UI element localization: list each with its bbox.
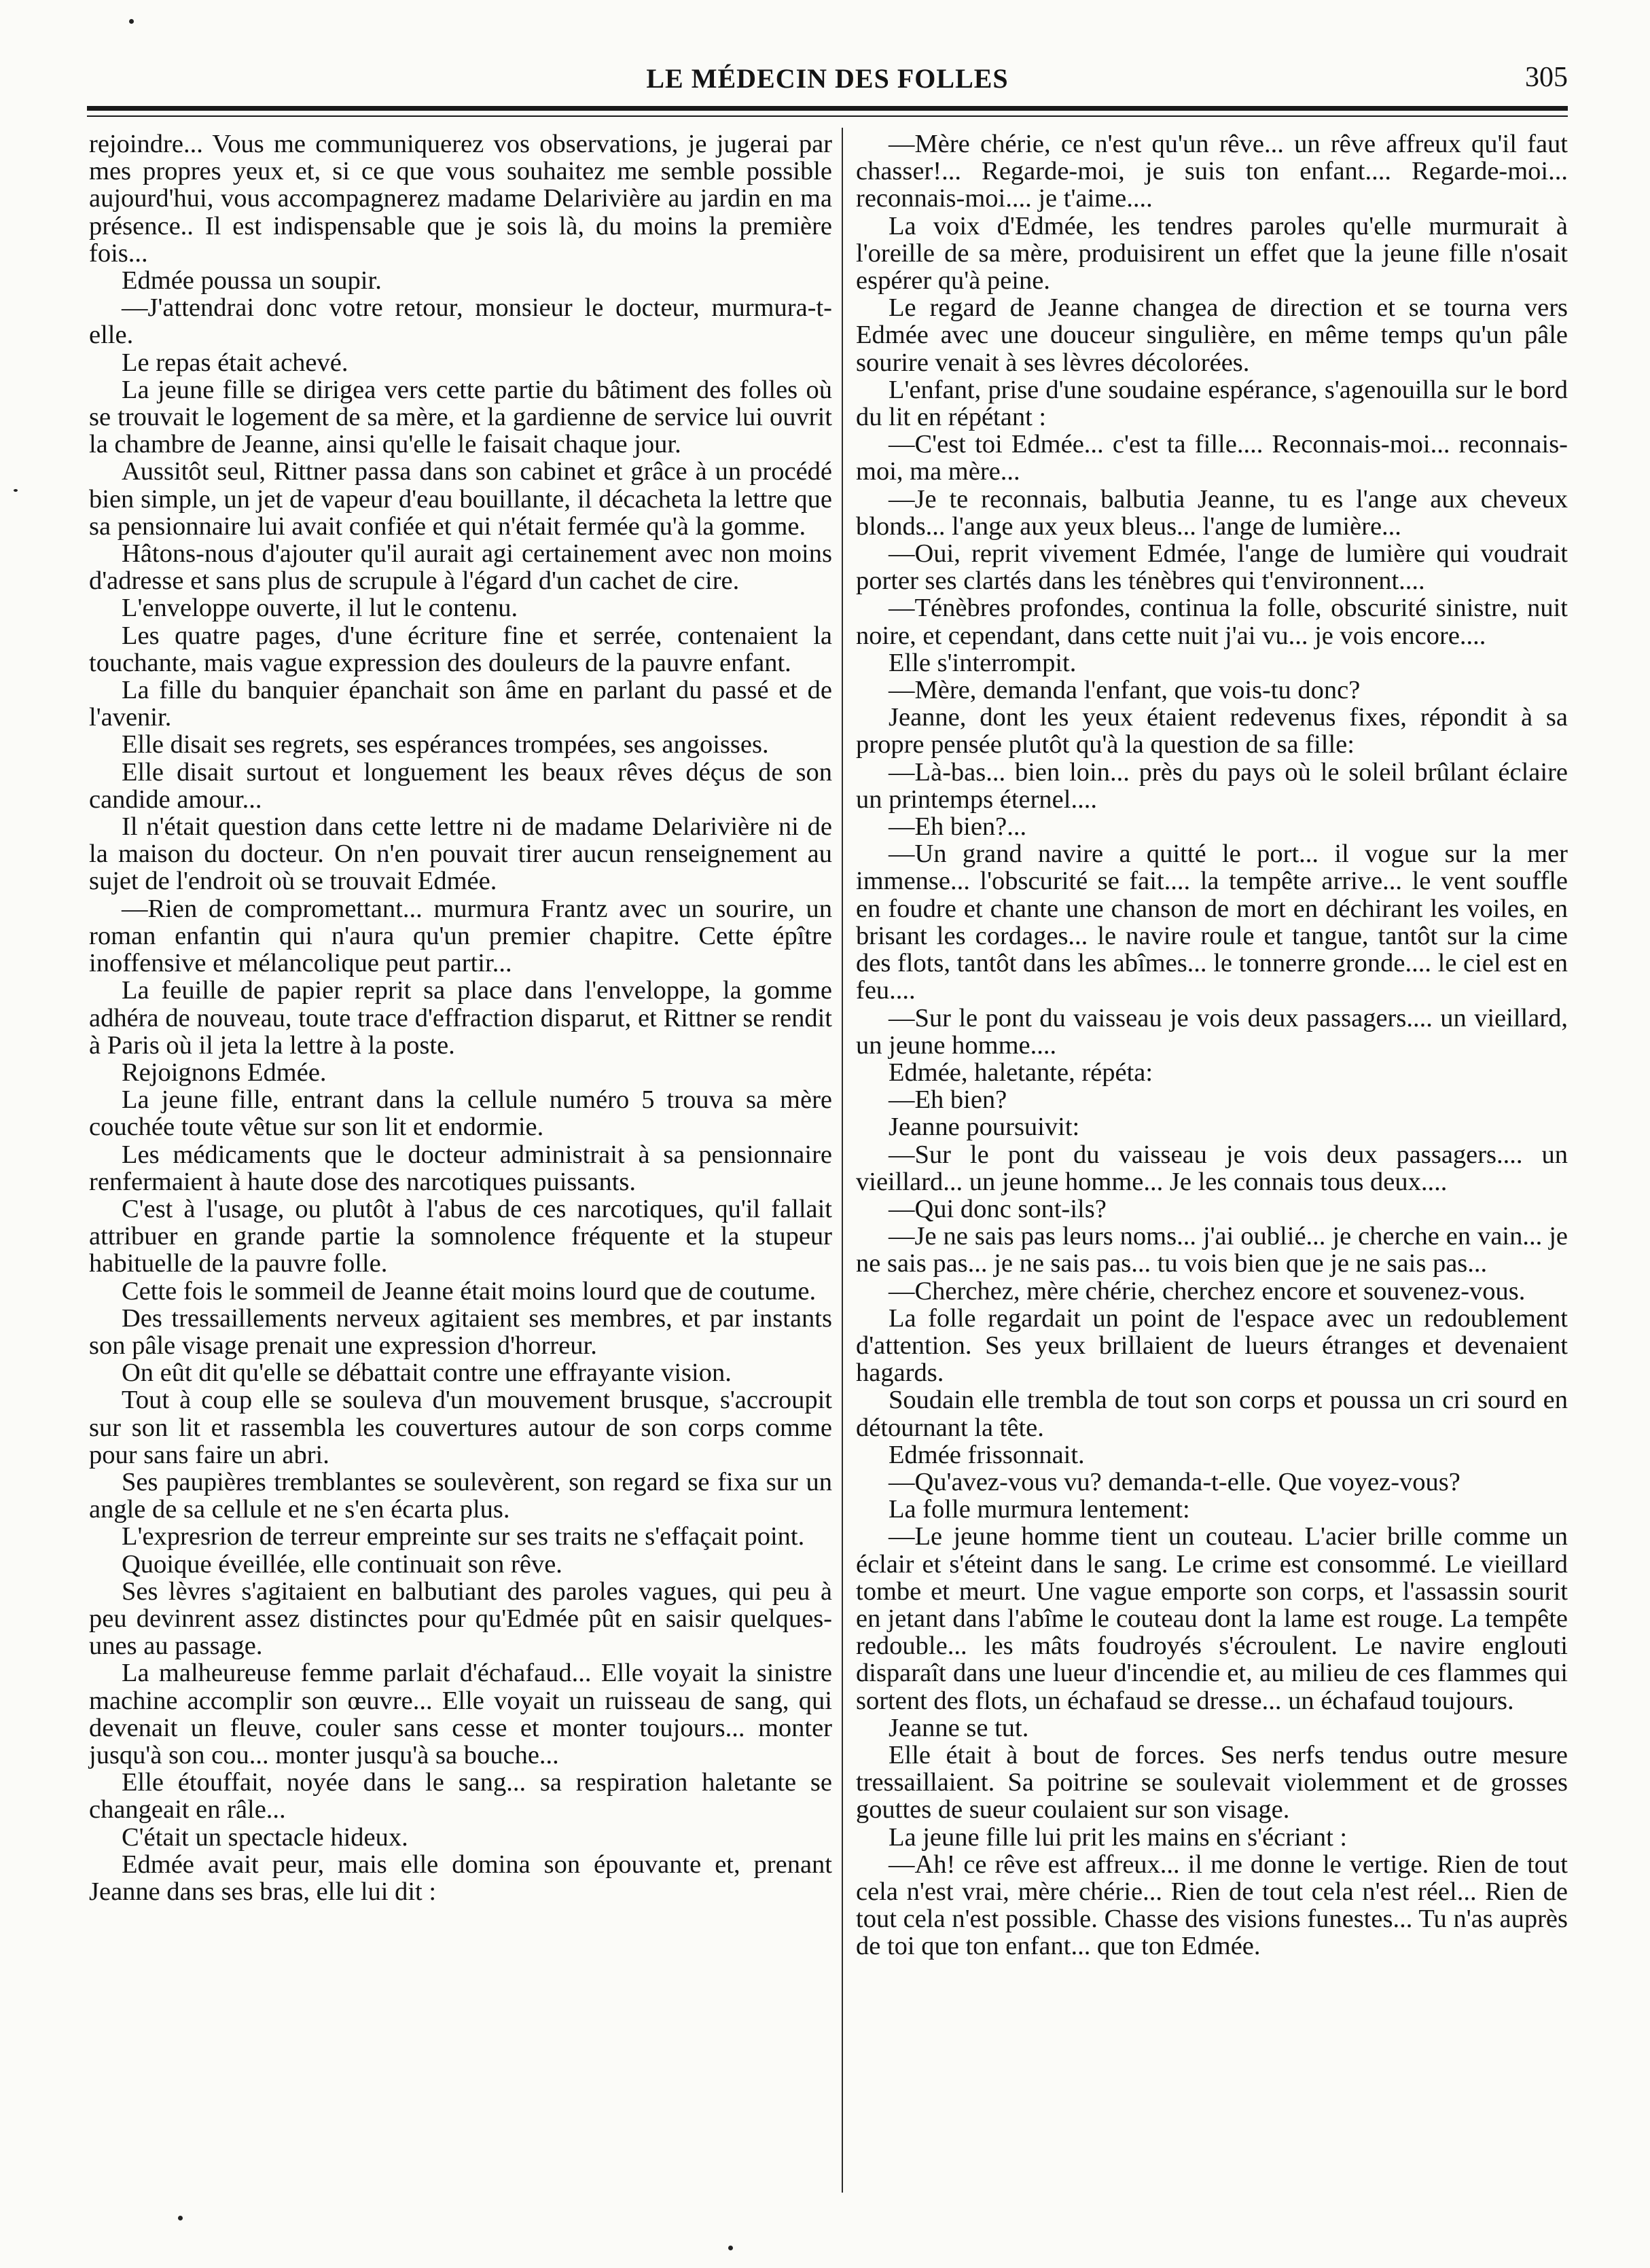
paragraph: Le regard de Jeanne changea de direction et se tourna vers Edmée avec une douceur singulière, en même temps qu'un pâle sourire venait à ses lèvres décolorées. (856, 293, 1568, 377)
paragraph: La feuille de papier reprit sa place dans l'enveloppe, la gomme adhéra de nouveau, toute trace d'effraction disparut, et Rittner se rendit à Paris où il jeta la lettre à la poste. (89, 976, 832, 1060)
print-speck (129, 19, 134, 24)
paragraph: Hâtons-nous d'ajouter qu'il aurait agi certainement avec non moins d'adresse et sans plus de scrupule à l'égard d'un cachet de cire. (89, 539, 832, 596)
paragraph: Elle étouffait, noyée dans le sang... sa respiration haletante se changeait en râle... (89, 1768, 832, 1824)
paragraph: —Sur le pont du vaisseau je vois deux passagers.... un vieillard... un jeune homme... Je les connais tous deux.... (856, 1140, 1568, 1196)
paragraph: —Le jeune homme tient un couteau. L'acier brille comme un éclair et s'éteint dans le sang. Le crime est consommé. Le vieillard tombe et meurt. Une vague emporte son corps, et l'assassin sourit en jetant dans l'abîme le couteau dont la lame est rouge. La tempête redouble... les mâts foudroyés s'écroulent. Le navire englouti disparaît dans une lueur d'incendie et, au milieu de ces flammes qui sortent des flots, un échafaud se dresse... un échafaud toujours. (856, 1522, 1568, 1715)
paragraph: Jeanne se tut. (889, 1713, 1029, 1742)
paragraph: Aussitôt seul, Rittner passa dans son cabinet et grâce à un procédé bien simple, un jet de vapeur d'eau bouillante, il décacheta la lettre que sa pensionnaire lui avait confiée et qui n'était fermée qu'à la gomme. (89, 457, 832, 541)
paragraph: Cette fois le sommeil de Jeanne était moins lourd que de coutume. (122, 1276, 817, 1306)
paragraph: Edmée, haletante, répéta: (889, 1058, 1153, 1087)
left-text-column (89, 130, 832, 1905)
paragraph: On eût dit qu'elle se débattait contre une effrayante vision. (122, 1358, 732, 1388)
paragraph: La jeune fille, entrant dans la cellule numéro 5 trouva sa mère couchée toute vêtue sur son lit et endormie. (89, 1085, 832, 1142)
paragraph: —Mère, demanda l'enfant, que vois-tu donc? (889, 676, 1361, 705)
paragraph: Des tressaillements nerveux agitaient ses membres, et par instants son pâle visage prenait une expression d'horreur. (89, 1303, 832, 1360)
paragraph: —Sur le pont du vaisseau je vois deux passagers.... un vieillard, un jeune homme.... (856, 1003, 1568, 1060)
right-text-column (856, 130, 1568, 1960)
paragraph: —Mère chérie, ce n'est qu'un rêve... un rêve affreux qu'il faut chasser!... Regarde-moi, je suis ton enfant.... Regarde-moi... reconnais-moi.... je t'aime.... (856, 130, 1568, 213)
paragraph: Edmée poussa un soupir. (122, 266, 382, 295)
paragraph: La fille du banquier épanchait son âme en parlant du passé et de l'avenir. (89, 676, 832, 732)
header-rule-thick (87, 106, 1568, 111)
paragraph: Soudain elle trembla de tout son corps et poussa un cri sourd en détournant la tête. (856, 1386, 1568, 1442)
page-header (87, 58, 1568, 106)
paragraph: —Eh bien? (889, 1085, 1007, 1115)
paragraph: —Eh bien?... (889, 812, 1027, 842)
paragraph: Quoique éveillée, elle continuait son rêve. (122, 1549, 562, 1579)
paragraph: La voix d'Edmée, les tendres paroles qu'elle murmurait à l'oreille de sa mère, produisirent un effet que la jeune fille n'osait espérer qu'à peine. (856, 211, 1568, 295)
paragraph: La jeune fille lui prit les mains en s'écriant : (889, 1822, 1348, 1852)
print-speck (14, 489, 18, 492)
column-divider (842, 128, 843, 2193)
paragraph: Ses paupières tremblantes se soulevèrent, son regard se fixa sur un angle de sa cellule et ne s'en écarta plus. (89, 1467, 832, 1524)
paragraph: Ses lèvres s'agitaient en balbutiant des paroles vagues, qui peu à peu devinrent assez distinctes pour qu'Edmée pût en saisir quelques-unes au passage. (89, 1577, 832, 1661)
paragraph: —Cherchez, mère chérie, cherchez encore et souvenez-vous. (889, 1276, 1526, 1306)
paragraph: Tout à coup elle se souleva d'un mouvement brusque, s'accroupit sur son lit et rassembla les couvertures autour de son corps comme pour sans faire un abri. (89, 1386, 832, 1469)
paragraph: —Un grand navire a quitté le port... il vogue sur la mer immense... l'obscurité se fait.... la tempête arrive... le vent souffle en foudre et chante une chanson de mort en déchirant les voiles, en brisant les cordages... le navire roule et tangue, tantôt sur la cime des flots, tantôt dans les abîmes... le tonnerre gronde.... le ciel est en feu.... (856, 840, 1568, 1005)
paragraph: rejoindre... Vous me communiquerez vos observations, je jugerai par mes propres yeux et, si ce que vous souhaitez me semble possible aujourd'hui, vous accompagnerez madame Delarivière au jardin en ma présence.. Il est indispensable que je sois là, du moins la première fois... (89, 130, 832, 268)
paragraph: —Oui, reprit vivement Edmée, l'ange de lumière qui voudrait porter ses clartés dans les ténèbres qui t'environnent.... (856, 539, 1568, 596)
paragraph: Le repas était achevé. (122, 348, 348, 377)
header-rule-thin (87, 115, 1568, 117)
paragraph: Jeanne, dont les yeux étaient redevenus fixes, répondit à sa propre pensée plutôt qu'à la question de sa fille: (856, 703, 1568, 759)
paragraph: —C'est toi Edmée... c'est ta fille.... Reconnais-moi... reconnais-moi, ma mère... (856, 430, 1568, 486)
page-number: 305 (1525, 62, 1568, 93)
paragraph: —Ah! ce rêve est affreux... il me donne le vertige. Rien de tout cela n'est vrai, mère chérie... Rien de tout cela n'est réel... Rien de tout cela n'est possible. Chasse des visions funestes... Tu n'as auprès de toi que ton enfant... que ton Edmée. (856, 1850, 1568, 1961)
paragraph: —Là-bas... bien loin... près du pays où le soleil brûlant éclaire un printemps éternel.... (856, 757, 1568, 814)
paragraph: Les quatre pages, d'une écriture fine et serrée, contenaient la touchante, mais vague expression des douleurs de la pauvre enfant. (89, 621, 832, 677)
paragraph: Jeanne poursuivit: (889, 1113, 1080, 1142)
paragraph: L'enfant, prise d'une soudaine espérance, s'agenouilla sur le bord du lit en répétant : (856, 375, 1568, 432)
paragraph: Elle s'interrompit. (889, 648, 1077, 677)
paragraph: Edmée frissonnait. (889, 1440, 1085, 1469)
paragraph: La folle regardait un point de l'espace avec un redoublement d'attention. Ses yeux brillaient de lueurs étranges et devenaient hagards. (856, 1303, 1568, 1388)
paragraph: —Je te reconnais, balbutia Jeanne, tu es l'ange aux cheveux blonds... l'ange aux yeux bleus... l'ange de lumière... (856, 484, 1568, 541)
paragraph: —Ténèbres profondes, continua la folle, obscurité sinistre, nuit noire, et cependant, dans cette nuit j'ai vu... je vois encore.... (856, 594, 1568, 650)
paragraph: Edmée avait peur, mais elle domina son épouvante et, prenant Jeanne dans ses bras, elle lui dit : (89, 1850, 832, 1906)
paragraph: Il n'était question dans cette lettre ni de madame Delarivière ni de la maison du docteur. On n'en pouvait tirer aucun renseignement au sujet de l'endroit où se trouvait Edmée. (89, 812, 832, 896)
paragraph: La jeune fille se dirigea vers cette partie du bâtiment des folles où se trouvait le logement de sa mère, et la gardienne de service lui ouvrit la chambre de Jeanne, ainsi qu'elle le faisait chaque jour. (89, 375, 832, 459)
paragraph: Elle disait ses regrets, ses espérances trompées, ses angoisses. (122, 730, 769, 759)
paragraph: Elle disait surtout et longuement les beaux rêves déçus de son candide amour... (89, 757, 832, 814)
print-speck (728, 2246, 733, 2250)
paragraph: C'est à l'usage, ou plutôt à l'abus de ces narcotiques, qu'il fallait attribuer en grande partie la somnolence fréquente et la stupeur habituelle de la pauvre folle. (89, 1194, 832, 1278)
paragraph: L'enveloppe ouverte, il lut le contenu. (122, 594, 518, 623)
paragraph: —Rien de compromettant... murmura Frantz avec un sourire, un roman enfantin qui n'aura qu'un premier chapitre. Cette épître inoffensive et mélancolique peut partir... (89, 894, 832, 978)
paragraph: Elle était à bout de forces. Ses nerfs tendus outre mesure tressaillaient. Sa poitrine se soulevait violemment et de grosses gouttes de sueur coulaient sur son visage. (856, 1740, 1568, 1824)
running-title: LE MÉDECIN DES FOLLES (646, 63, 1009, 94)
paragraph: —Qui donc sont-ils? (889, 1194, 1107, 1223)
paragraph: Rejoignons Edmée. (122, 1058, 327, 1087)
paragraph: L'expresrion de terreur empreinte sur ses traits ne s'effaçait point. (122, 1522, 805, 1551)
paragraph: C'était un spectacle hideux. (122, 1822, 408, 1852)
paragraph: —Qu'avez-vous vu? demanda-t-elle. Que voyez-vous? (889, 1467, 1460, 1496)
paragraph: —J'attendrai donc votre retour, monsieur le docteur, murmura-t-elle. (89, 293, 832, 350)
paragraph: Les médicaments que le docteur administrait à sa pensionnaire renfermaient à haute dose des narcotiques puissants. (89, 1140, 832, 1196)
paragraph: —Je ne sais pas leurs noms... j'ai oublié... je cherche en vain... je ne sais pas... je ne sais pas... tu vois bien que je ne sais pas... (856, 1222, 1568, 1278)
print-speck (178, 2216, 183, 2220)
paragraph: La folle murmura lentement: (889, 1495, 1190, 1524)
paragraph: La malheureuse femme parlait d'échafaud... Elle voyait la sinistre machine accomplir son œuvre... Elle voyait un ruisseau de sang, qui devenait un fleuve, couler sans cesse et monter toujours... monter jusqu'à son cou... monter jusqu'à sa bouche... (89, 1659, 832, 1769)
